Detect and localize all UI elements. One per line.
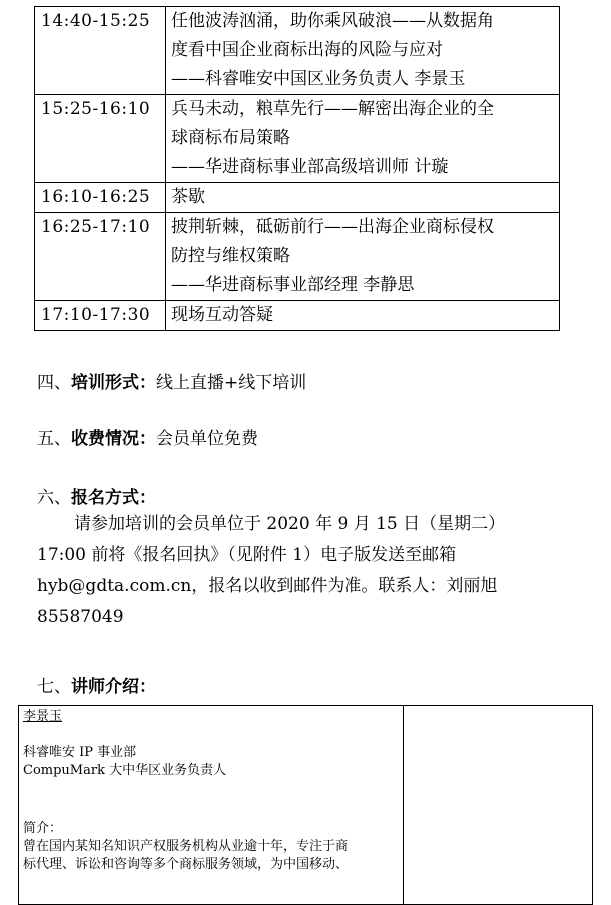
section-heading: 培训形式：: [71, 373, 156, 393]
register-line: 85587049: [37, 607, 124, 627]
schedule-topic-line: 现场互动答疑: [171, 305, 273, 325]
schedule-table: [34, 6, 560, 331]
schedule-topic: [166, 213, 560, 301]
section-value: 会员单位免费: [156, 429, 258, 449]
schedule-topic: [166, 301, 560, 331]
register-paragraph: [37, 509, 562, 633]
lecturer-table: [18, 705, 593, 905]
section-prefix: 四、: [37, 373, 71, 393]
section-heading: 讲师介绍：: [71, 677, 156, 697]
schedule-row: [35, 7, 560, 95]
lecturer-intro-line: 曾在国内某知名知识产权服务机构从业逾十年，专注于商: [23, 839, 349, 854]
section-value: 线上直播+线下培训: [156, 373, 307, 393]
lecturer-intro-line: 标代理、诉讼和咨询等多个商标服务领域，为中国移动、: [23, 857, 349, 872]
schedule-row: [35, 183, 560, 213]
schedule-topic-line: ——华进商标事业部高级培训师 计璇: [171, 157, 449, 177]
schedule-topic-line: 球商标布局策略: [171, 128, 290, 148]
schedule-topic: [166, 183, 560, 213]
register-line: hyb@gdta.com.cn，报名以收到邮件为准。联系人：刘丽旭: [37, 576, 498, 596]
schedule-topic: [166, 7, 560, 95]
schedule-time: 17:10-17:30: [35, 301, 166, 331]
section-prefix: 七、: [37, 677, 71, 697]
schedule-topic-line: 任他波涛汹涌，助你乘风破浪——从数据角: [171, 11, 494, 31]
lecturer-name: 李景玉: [23, 709, 63, 724]
section-fee: [37, 427, 258, 451]
section-prefix: 五、: [37, 429, 71, 449]
schedule-time: 15:25-16:10: [35, 95, 166, 183]
lecturer-photo-cell: [404, 706, 593, 905]
schedule-time: 16:25-17:10: [35, 213, 166, 301]
section-register: [37, 486, 156, 510]
schedule-topic-line: 茶歇: [171, 187, 205, 207]
section-format: [37, 371, 306, 395]
lecturer-intro-label: 简介：: [23, 821, 63, 836]
lecturer-org: 科睿唯安 IP 事业部: [23, 745, 137, 760]
register-line: 17:00 前将《报名回执》（见附件 1）电子版发送至邮箱: [37, 545, 457, 565]
schedule-time: 14:40-15:25: [35, 7, 166, 95]
schedule-topic-line: 兵马未动，粮草先行——解密出海企业的全: [171, 99, 494, 119]
section-prefix: 六、: [37, 488, 71, 508]
section-lecturer: [37, 675, 156, 699]
schedule-topic-line: ——华进商标事业部经理 李静思: [171, 275, 415, 295]
section-heading: 报名方式：: [71, 488, 156, 508]
register-line: 请参加培训的会员单位于 2020 年 9 月 15 日（星期二）: [74, 514, 506, 534]
schedule-row: [35, 301, 560, 331]
schedule-topic-line: 披荆斩棘，砥砺前行——出海企业商标侵权: [171, 217, 494, 237]
lecturer-info-cell: [19, 706, 404, 905]
schedule-row: [35, 213, 560, 301]
schedule-topic-line: ——科睿唯安中国区业务负责人 李景玉: [171, 69, 466, 89]
section-heading: 收费情况：: [71, 429, 156, 449]
schedule-topic: [166, 95, 560, 183]
schedule-time: 16:10-16:25: [35, 183, 166, 213]
schedule-topic-line: 防控与维权策略: [171, 246, 290, 266]
schedule-row: [35, 95, 560, 183]
lecturer-role: CompuMark 大中华区业务负责人: [23, 763, 227, 778]
schedule-topic-line: 度看中国企业商标出海的风险与应对: [171, 40, 443, 60]
